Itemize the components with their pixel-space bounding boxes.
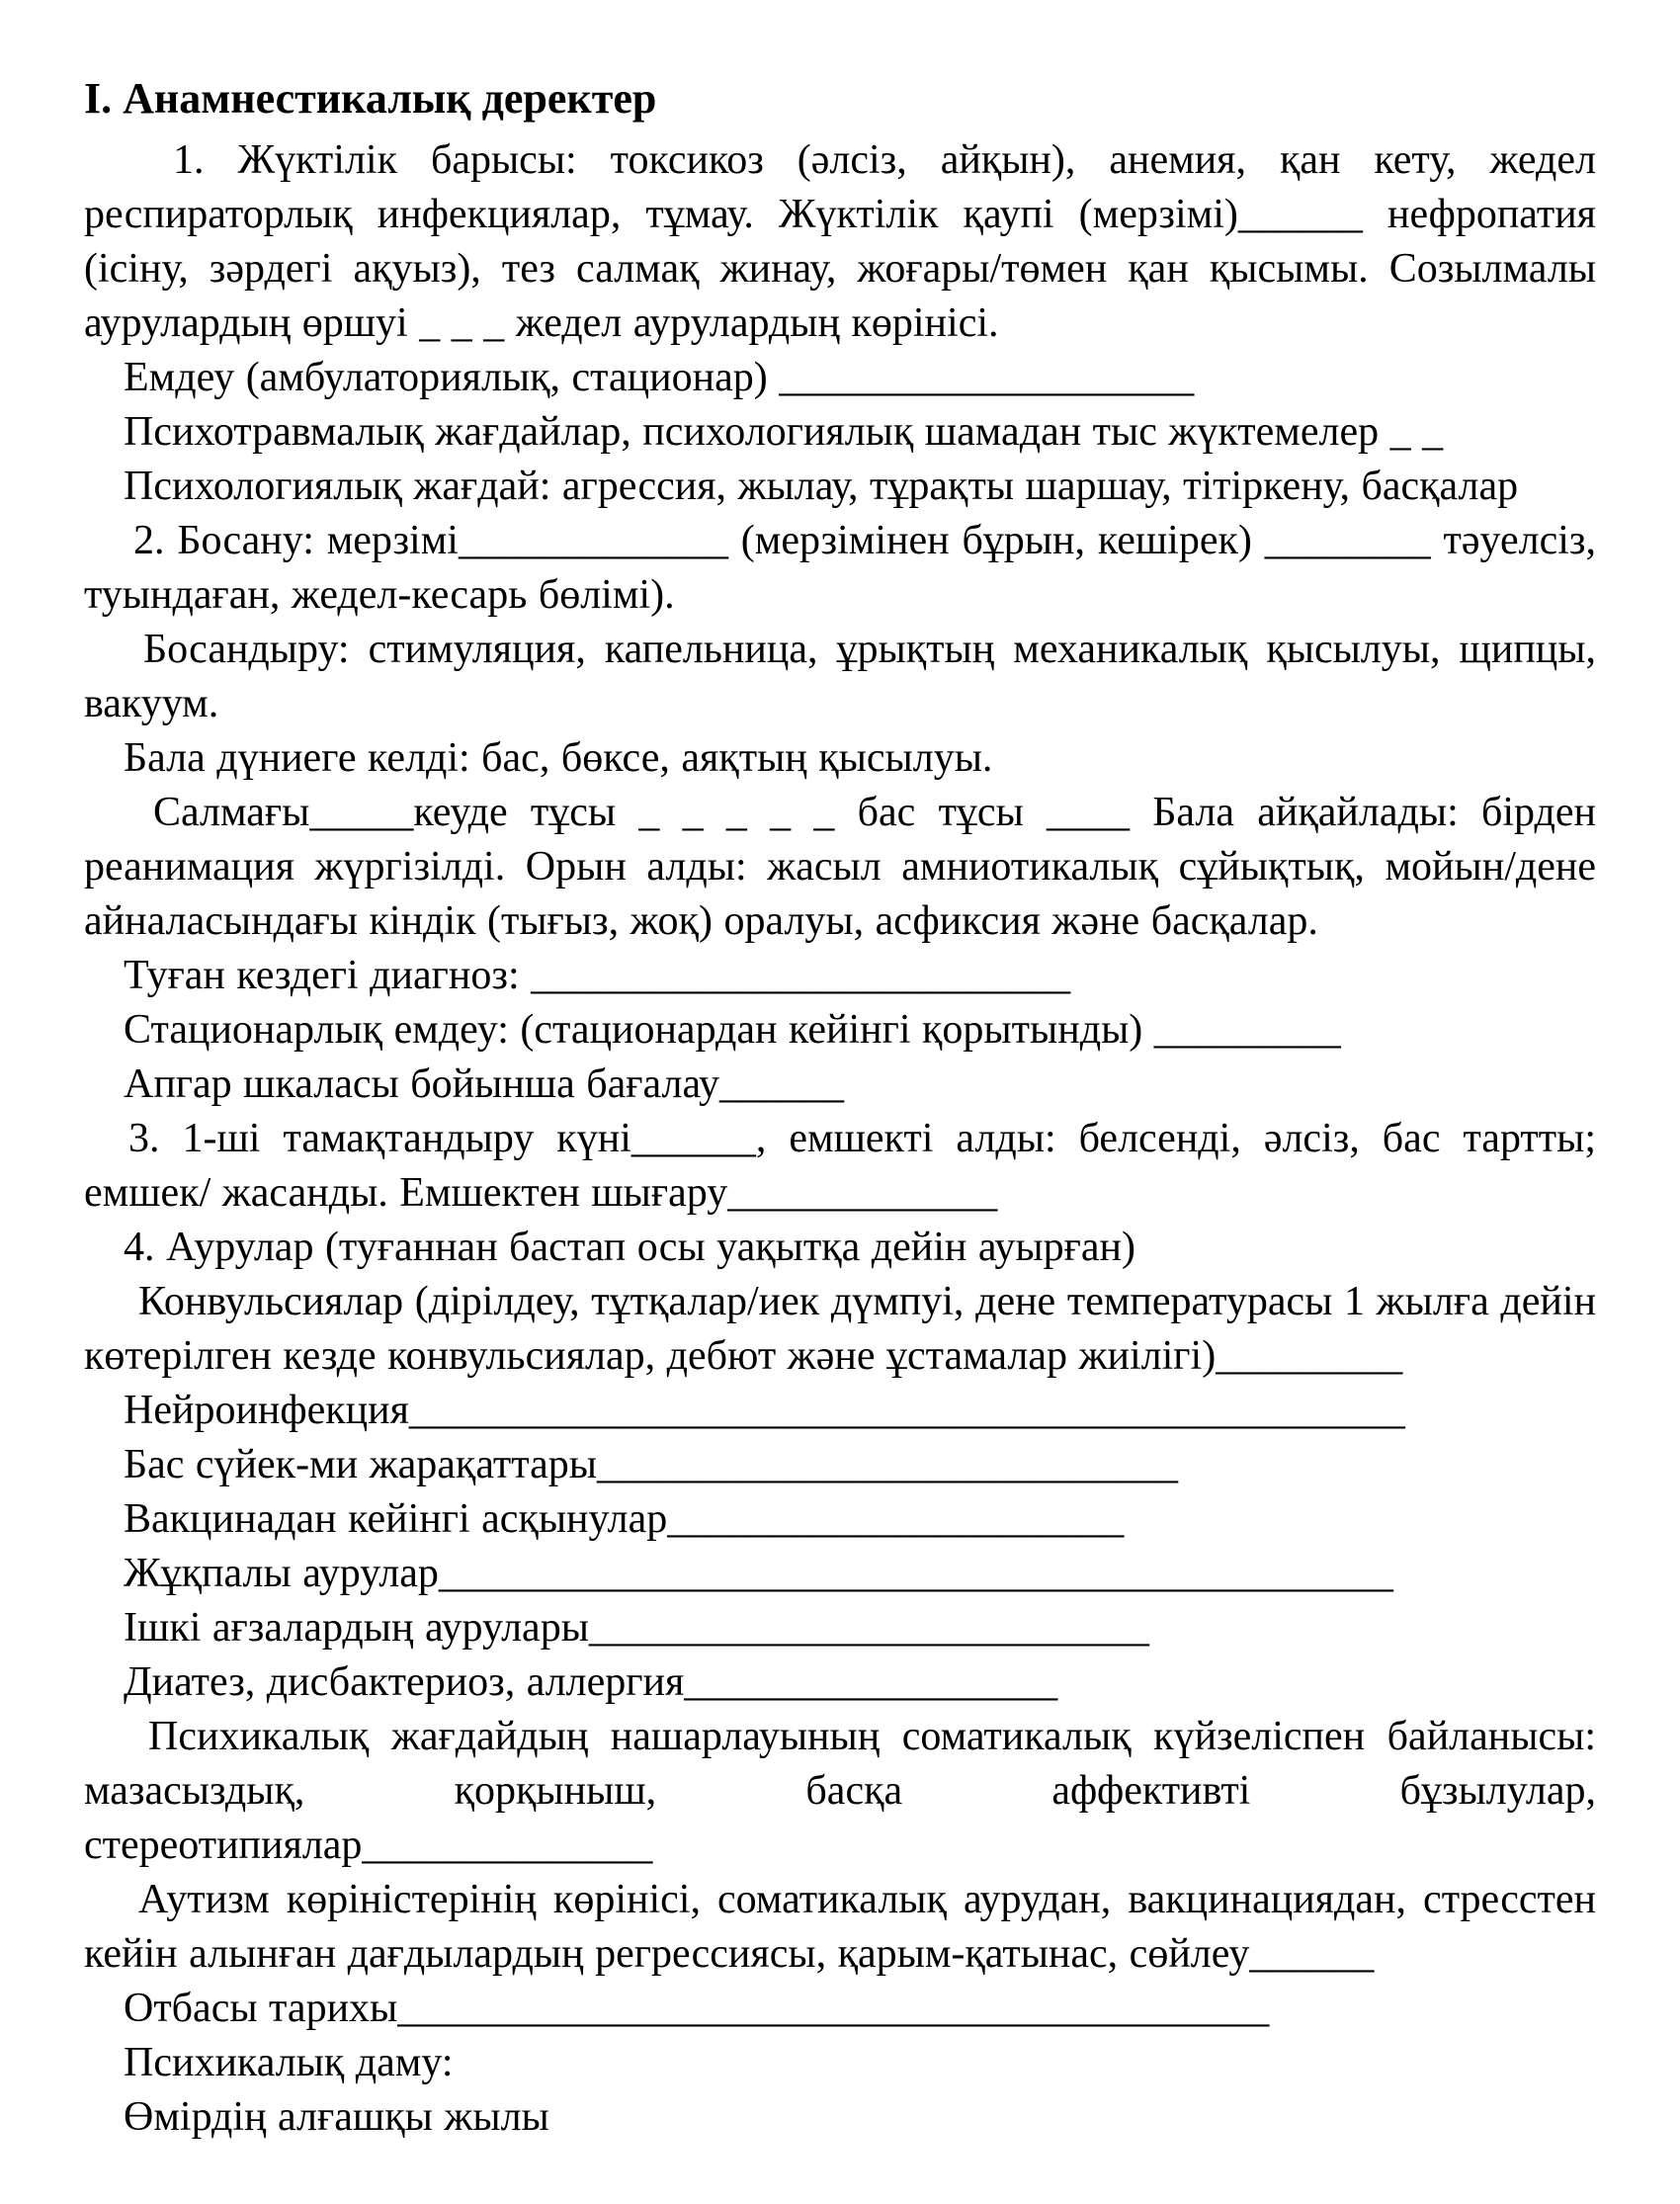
paragraph: 4. Аурулар (туғаннан бастап осы уақытқа дейін ауырған)	[124, 1225, 1135, 1270]
paragraphs-container	[84, 133, 1596, 2145]
paragraph: Жұқпалы аурулар______________________________________________	[124, 1551, 1393, 1596]
paragraph: Босандыру: стимуляция, капельница, ұрықтың механикалық қысылуы, щипцы, вакуум.	[84, 627, 1596, 726]
paragraph: Бас сүйек-ми жарақаттары____________________________	[124, 1442, 1178, 1487]
paragraph: Апгар шкаласы бойынша бағалау______	[124, 1061, 844, 1107]
paragraph: Отбасы тарихы__________________________________________	[124, 1986, 1270, 2031]
paragraph: Нейроинфекция________________________________________________	[124, 1388, 1405, 1433]
paragraph: Аутизм көріністерінің көрінісі, соматикалық аурудан, вакцинациядан, стресстен кейін алынған дағдылардың регрессиясы, қарым-қатынас, сөйлеу______	[84, 1877, 1596, 1977]
paragraph: Бала дүниеге келді: бас, бөксе, аяқтың қысылуы.	[124, 735, 993, 781]
paragraph: Диатез, дисбактериоз, аллергия__________________	[124, 1659, 1058, 1705]
paragraph: Ішкі ағзалардың аурулары___________________________	[124, 1605, 1149, 1651]
paragraph: Психологиялық жағдай: агрессия, жылау, тұрақты шаршау, тітіркену, басқалар	[124, 464, 1519, 509]
paragraph: Салмағы_____кеуде тұсы _ _ _ _ _ бас тұсы ____ Бала айқайлады: бірден реанимация жүргізілді. Орын алды: жасыл амниотикалық сұйықтық, мойын/дене айналасындағы кіндік (тығыз, жоқ) оралуы, асфиксия және басқалар.	[84, 790, 1596, 944]
paragraph: Стационарлық емдеу: (стационардан кейінгі қорытынды) _________	[124, 1007, 1341, 1053]
paragraph: Психотравмалық жағдайлар, психологиялық шамадан тыс жүктемелер _ _	[124, 409, 1444, 455]
paragraph: Конвульсиялар (дірілдеу, тұтқалар/иек дүмпуі, дене температурасы 1 жылға дейін көтерілген кезде конвульсиялар, дебют және ұстамалар жиілігі)_________	[84, 1279, 1596, 1379]
paragraph: 2. Босану: мерзімі_____________ (мерзімінен бұрын, кешірек) ________ тәуелсіз, туындаған, жедел-кесарь бөлімі).	[84, 518, 1596, 618]
paragraph: Емдеу (амбулаториялық, стационар) ____________________	[124, 355, 1195, 400]
paragraph: Вакцинадан кейінгі асқынулар______________________	[124, 1496, 1125, 1542]
paragraph: Өмірдің алғашқы жылы	[124, 2094, 549, 2140]
section-title: І. Анамнестикалық деректер	[84, 74, 657, 123]
paragraph: Психикалық даму:	[124, 2040, 454, 2085]
paragraph: 1. Жүктілік барысы: токсикоз (әлсіз, айқын), анемия, қан кету, жедел респираторлық инфекциялар, тұмау. Жүктілік қаупі (мерзімі)______ нефропатия (ісіну, зәрдегі ақуыз), тез салмақ жинау, жоғары/төмен қан қысымы. Созылмалы аурулардың өршуі _ _ _ жедел аурулардың көрінісі.	[84, 137, 1596, 346]
paragraph: 3. 1-ші тамақтандыру күні______, емшекті алды: белсенді, әлсіз, бас тартты; емшек/ жасанды. Емшектен шығару_____________	[84, 1116, 1596, 1216]
paragraph: Туған кездегі диагноз: __________________________	[124, 953, 1071, 998]
paragraph: Психикалық жағдайдың нашарлауының соматикалық күйзеліспен байланысы: мазасыздық, қорқыныш, басқа аффективті бұзылулар, стереотипиялар______________	[84, 1714, 1596, 1868]
